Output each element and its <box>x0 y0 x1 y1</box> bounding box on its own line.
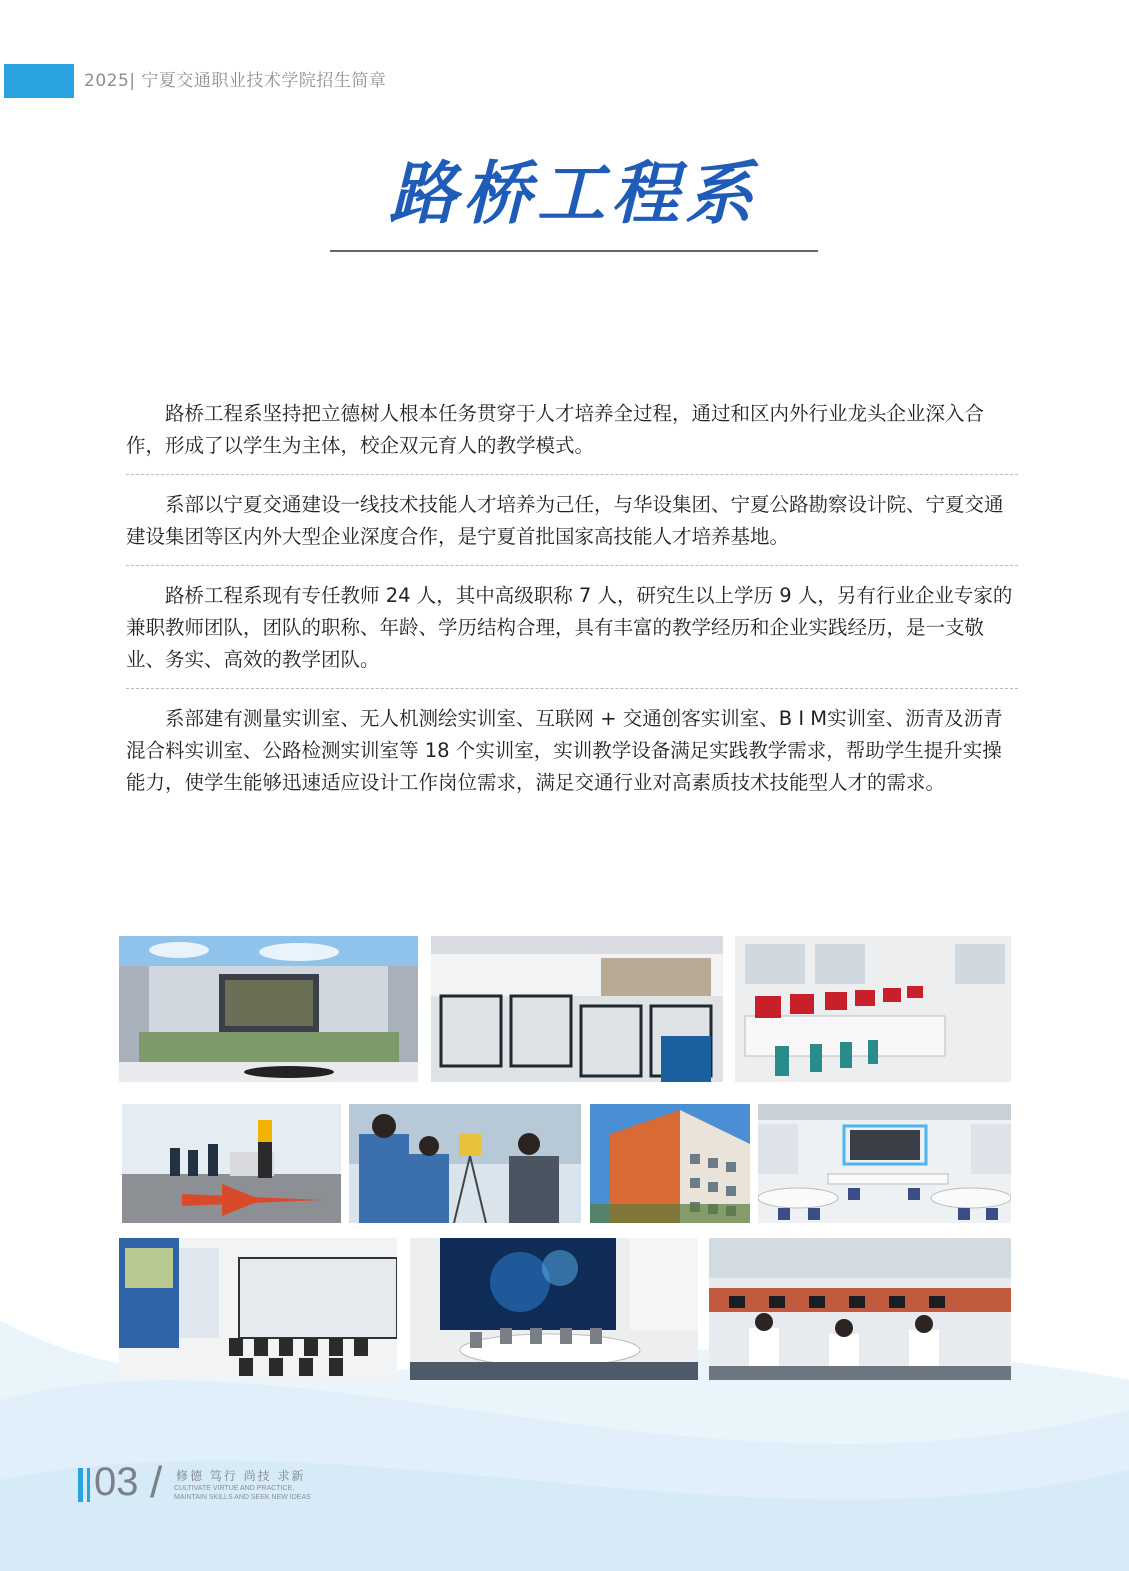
photo-drone-field-training <box>122 1104 341 1223</box>
page-number-accent-bar <box>78 1468 83 1502</box>
paragraph-1: 路桥工程系坚持把立德树人根本任务贯穿于人才培养全过程，通过和区内外行业龙头企业深入合作，形成了以学生为主体，校企双元育人的教学模式。 <box>126 402 985 457</box>
header-accent-bar <box>4 64 74 98</box>
photo-students-classroom <box>709 1238 1011 1380</box>
dashed-divider <box>126 565 1018 566</box>
photo-campus-building <box>590 1104 750 1223</box>
page-number-accent-bar <box>87 1468 90 1502</box>
motto-english: CULTIVATE VIRTUE AND PRACTICE, MAINTAIN SKILLS AND SEEK NEW IDEAS <box>174 1485 311 1501</box>
header-title: 2025| 宁夏交通职业技术学院招生简章 <box>84 71 387 91</box>
dashed-divider <box>126 688 1018 689</box>
dashed-divider <box>126 474 1018 475</box>
photo-innovation-lab <box>410 1238 698 1380</box>
photo-meeting-classroom <box>758 1104 1011 1223</box>
photo-sand-table-room <box>119 936 418 1082</box>
paragraph-2: 系部以宁夏交通建设一线技术技能人才培养为己任，与华设集团、宁夏公路勘察设计院、宁夏交通建设集团等区内外大型企业深度合作，是宁夏首批国家高技能人才培养基地。 <box>126 493 1004 548</box>
intro-text <box>126 398 1018 799</box>
title-divider <box>330 250 818 252</box>
photo-survey-equipment-lab <box>735 936 1011 1082</box>
photo-computer-lab <box>431 936 723 1082</box>
photo-training-hall <box>119 1238 397 1380</box>
photo-students-surveying <box>349 1104 581 1223</box>
page-title: 路桥工程系 <box>388 155 759 234</box>
paragraph-4: 系部建有测量实训室、无人机测绘实训室、互联网 + 交通创客实训室、B I M实训室、沥青及沥青混合料实训室、公路检测实训室等 18 个实训室，实训教学设备满足实践教学需求，帮助学生提升实操能力，使学生能够迅速适应设计工作岗位需求，满足交通行业对高素质技术技能型人才的需求。 <box>126 707 1003 794</box>
paragraph-3: 路桥工程系现有专任教师 24 人，其中高级职称 7 人，研究生以上学历 9 人，另有行业企业专家的兼职教师团队，团队的职称、年龄、学历结构合理，具有丰富的教学经历和企业实践经历，是一支敬业、务实、高效的教学团队。 <box>126 584 1013 671</box>
motto-chinese: 修德 笃行 尚技 求新 <box>176 1469 306 1483</box>
page-number: 03 <box>94 1460 139 1504</box>
page-number-slash: / <box>150 1458 163 1507</box>
